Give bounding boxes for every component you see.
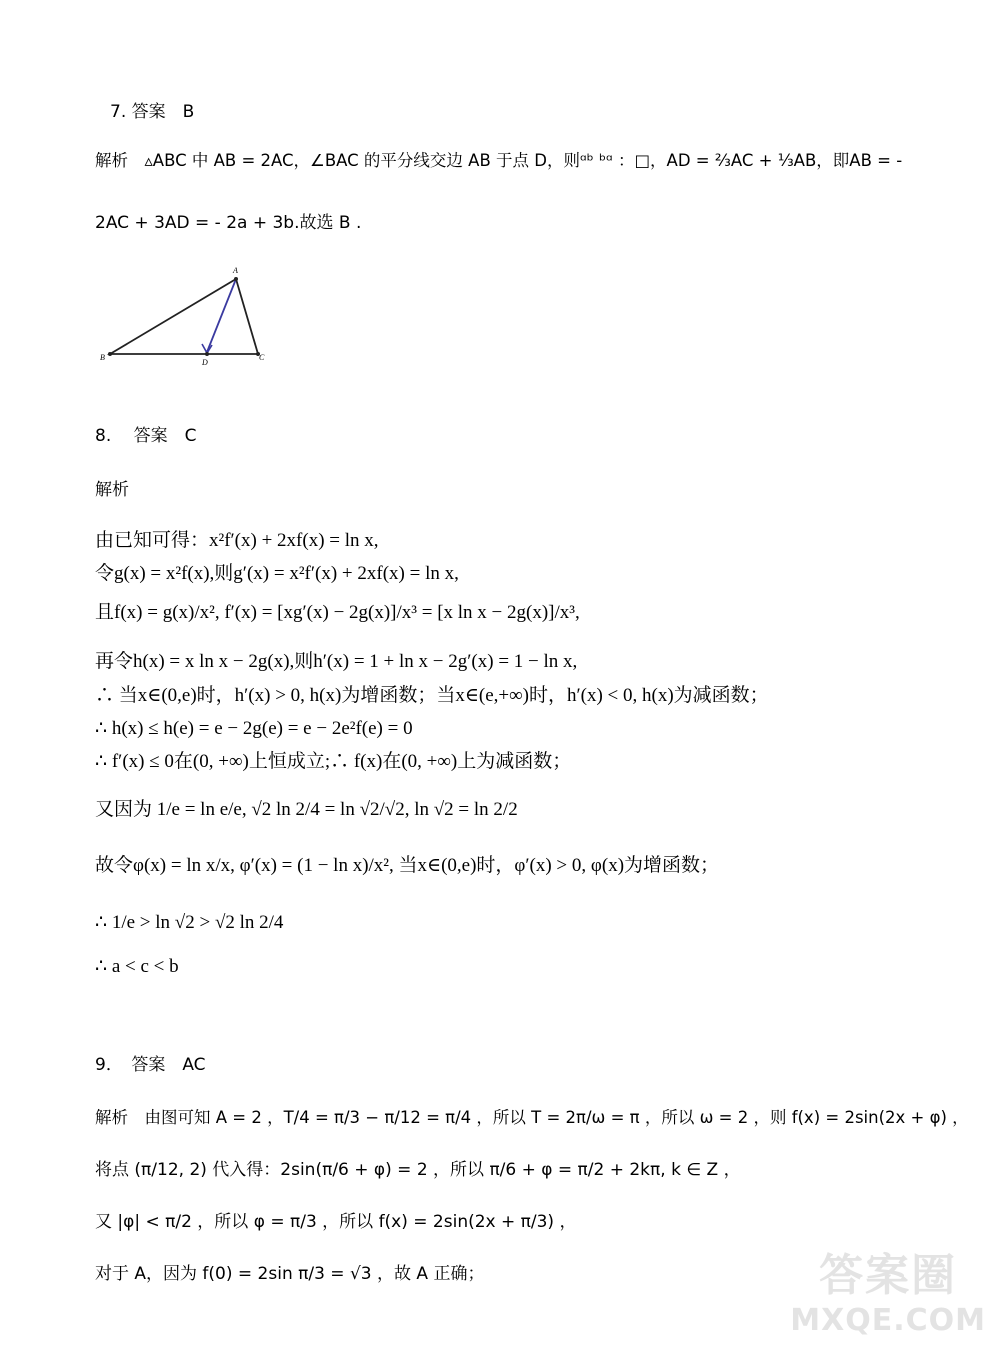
q7-analysis-line1: 解析 ▵ABC 中 AB = 2AC，∠BAC 的平分线交边 AB 于点 D，则ᵅᵇ ᵇᵅ ：□，AD = ⅔AC + ⅓AB，即AB = - xyxy=(95,151,903,170)
triangle-figure xyxy=(95,262,275,372)
q7-analysis-line2: 2AC + 3AD = - 2a + 3b.故选 B . xyxy=(95,213,362,233)
q8-line-3: 且f(x) = g(x)/x², f′(x) = [xg′(x) − 2g(x)]/x³ = [x ln x − 2g(x)]/x³, xyxy=(95,602,580,623)
q9-line-1: 解析 由图可知 A = 2 ，T/4 = π/3 − π/12 = π/4 ，所以 T = 2π/ω = π ，所以 ω = 2 ，则 f(x) = 2sin(2x + φ) ， xyxy=(95,1108,969,1127)
q8-line-6: ∴ h(x) ≤ h(e) = e − 2g(e) = e − 2e²f(e) = 0 xyxy=(95,718,413,739)
point-label-b: B xyxy=(100,353,105,362)
q8-line-10: ∴ 1/e > ln √2 > √2 ln 2/4 xyxy=(95,912,284,933)
point-label-c: C xyxy=(259,353,265,362)
q9-line-2: 将点 (π/12, 2) 代入得：2sin(π/6 + φ) = 2 ，所以 π/6 + φ = π/2 + 2kπ, k ∈ Z ， xyxy=(95,1160,741,1180)
q8-line-11: ∴ a < c < b xyxy=(95,956,179,977)
q8-line-7: ∴ f′(x) ≤ 0在(0, +∞)上恒成立;∴ f(x)在(0, +∞)上为减函数； xyxy=(95,751,572,772)
q9-line-3: 又 |φ| < π/2 ，所以 φ = π/3 ，所以 f(x) = 2sin(2x + π/3) ， xyxy=(95,1212,577,1232)
q8-line-4: 再令h(x) = x ln x − 2g(x),则h′(x) = 1 + ln x − 2g′(x) = 1 − ln x, xyxy=(95,651,578,672)
watermark-logo xyxy=(790,1239,986,1338)
q9-heading: 9． 答案 AC xyxy=(95,1055,206,1075)
point-label-d: D xyxy=(202,358,208,367)
q8-line-5: ∴ 当x∈(0,e)时，h′(x) > 0, h(x)为增函数；当x∈(e,+∞)时，h′(x) < 0, h(x)为减函数； xyxy=(95,685,769,706)
watermark-line1: 答案圈 xyxy=(819,1250,958,1301)
q8-line-1: 由已知可得：x²f′(x) + 2xf(x) = ln x, xyxy=(95,530,379,551)
q8-line-2: 令g(x) = x²f(x),则g′(x) = x²f′(x) + 2xf(x) = ln x, xyxy=(95,563,459,584)
watermark-line2: MXQE.COM xyxy=(790,1303,986,1338)
q9-line-4: 对于 A，因为 f(0) = 2sin π/3 = √3 ，故 A 正确； xyxy=(95,1264,485,1284)
q8-line-9: 故令φ(x) = ln x/x, φ′(x) = (1 − ln x)/x², 当x∈(0,e)时，φ′(x) > 0, φ(x)为增函数； xyxy=(95,855,720,876)
q8-line-8: 又因为 1/e = ln e/e, √2 ln 2/4 = ln √2/√2, ln √2 = ln 2/2 xyxy=(95,799,518,820)
q7-heading: 7. 答案 B xyxy=(110,102,195,122)
point-label-a: A xyxy=(233,266,238,275)
q8-analysis-label: 解析 xyxy=(95,480,129,500)
q8-heading: 8. 答案 C xyxy=(95,426,197,446)
